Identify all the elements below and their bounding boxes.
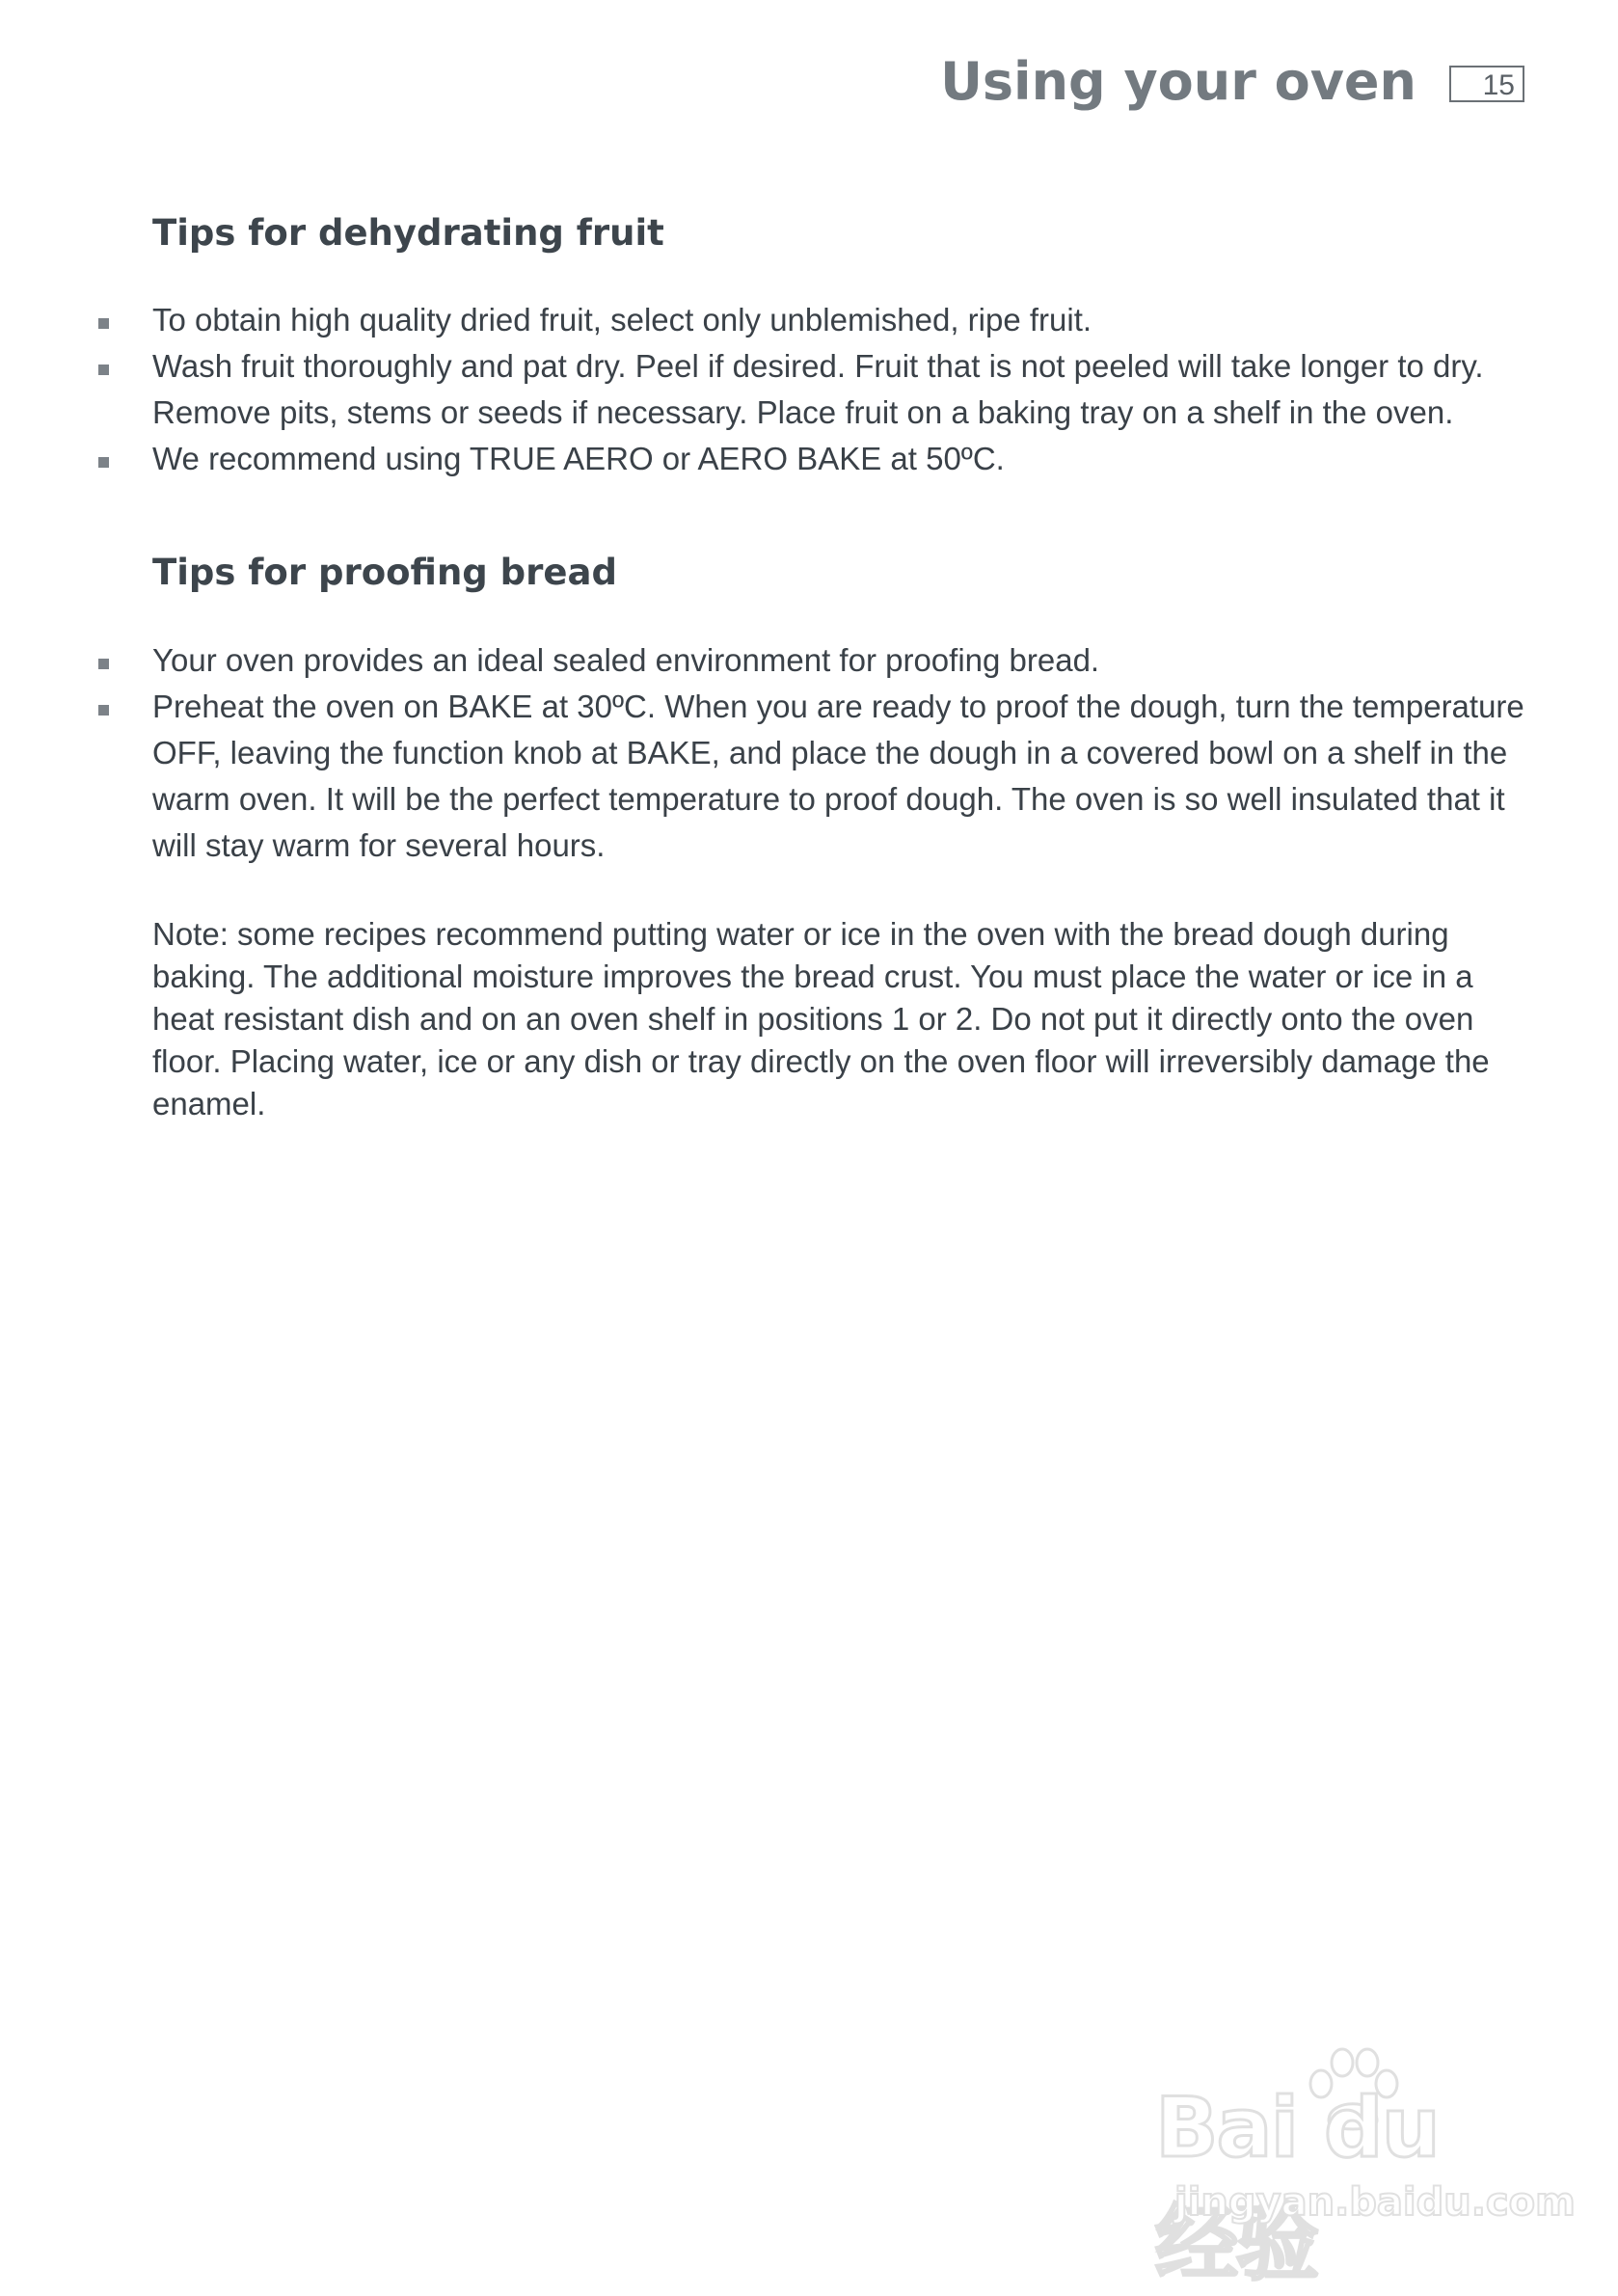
bullet-text: To obtain high quality dried fruit, select only unblemished, ripe fruit. <box>152 302 1092 338</box>
bullet-list <box>152 297 1531 482</box>
page-title: Using your oven <box>940 51 1416 112</box>
square-bullet-icon <box>98 705 109 716</box>
main-content <box>152 212 1531 1157</box>
bullet-item <box>152 343 1531 436</box>
section-proofing-bread <box>152 552 1531 1124</box>
square-bullet-icon <box>98 457 109 468</box>
section-heading: Tips for dehydrating fruit <box>152 212 664 254</box>
page-number: 15 <box>1449 66 1524 102</box>
section-dehydrating-fruit <box>152 212 1531 482</box>
square-bullet-icon <box>98 365 109 375</box>
baidu-watermark <box>1155 2045 1576 2292</box>
section-heading: Tips for proofing bread <box>152 552 617 594</box>
note-paragraph: Note: some recipes recommend putting water or ice in the oven with the bread dough during baking. The additional moisture improves the bread crust. You must place the water or ice in a heat resistant dish and on an oven shelf in positions 1 or 2. Do not put it directly onto the oven floor. Placing water, ice or any dish or tray directly on the oven floor will irreversibly damage the enamel. <box>152 915 1490 1121</box>
bullet-text: Your oven provides an ideal sealed environment for proofing bread. <box>152 641 1100 678</box>
bullet-item <box>152 684 1531 869</box>
watermark-logo-text: Bai du 经验 <box>1155 2080 1439 2292</box>
bullet-item <box>152 297 1531 343</box>
bullet-text: Preheat the oven on BAKE at 30ºC. When you are ready to proof the dough, turn the temperature OFF, leaving the function knob at BAKE, and place the dough in a covered bowl on a shelf in the warm oven. It will be the perfect temperature to proof dough. The oven is so well insulated that it will stay warm for several hours. <box>152 688 1524 863</box>
watermark-url-text: jingyan.baidu.com <box>1174 2180 1576 2225</box>
bullet-item <box>152 436 1531 482</box>
square-bullet-icon <box>98 659 109 669</box>
square-bullet-icon <box>98 318 109 329</box>
bullet-list <box>152 637 1531 869</box>
page-header <box>940 51 1524 112</box>
bullet-text: We recommend using TRUE AERO or AERO BAKE at 50ºC. <box>152 441 1005 477</box>
bullet-item <box>152 637 1531 684</box>
bullet-text: Wash fruit thoroughly and pat dry. Peel if desired. Fruit that is not peeled will take longer to dry. Remove pits, stems or seeds if necessary. Place fruit on a baking tray on a shelf in the oven. <box>152 348 1484 431</box>
